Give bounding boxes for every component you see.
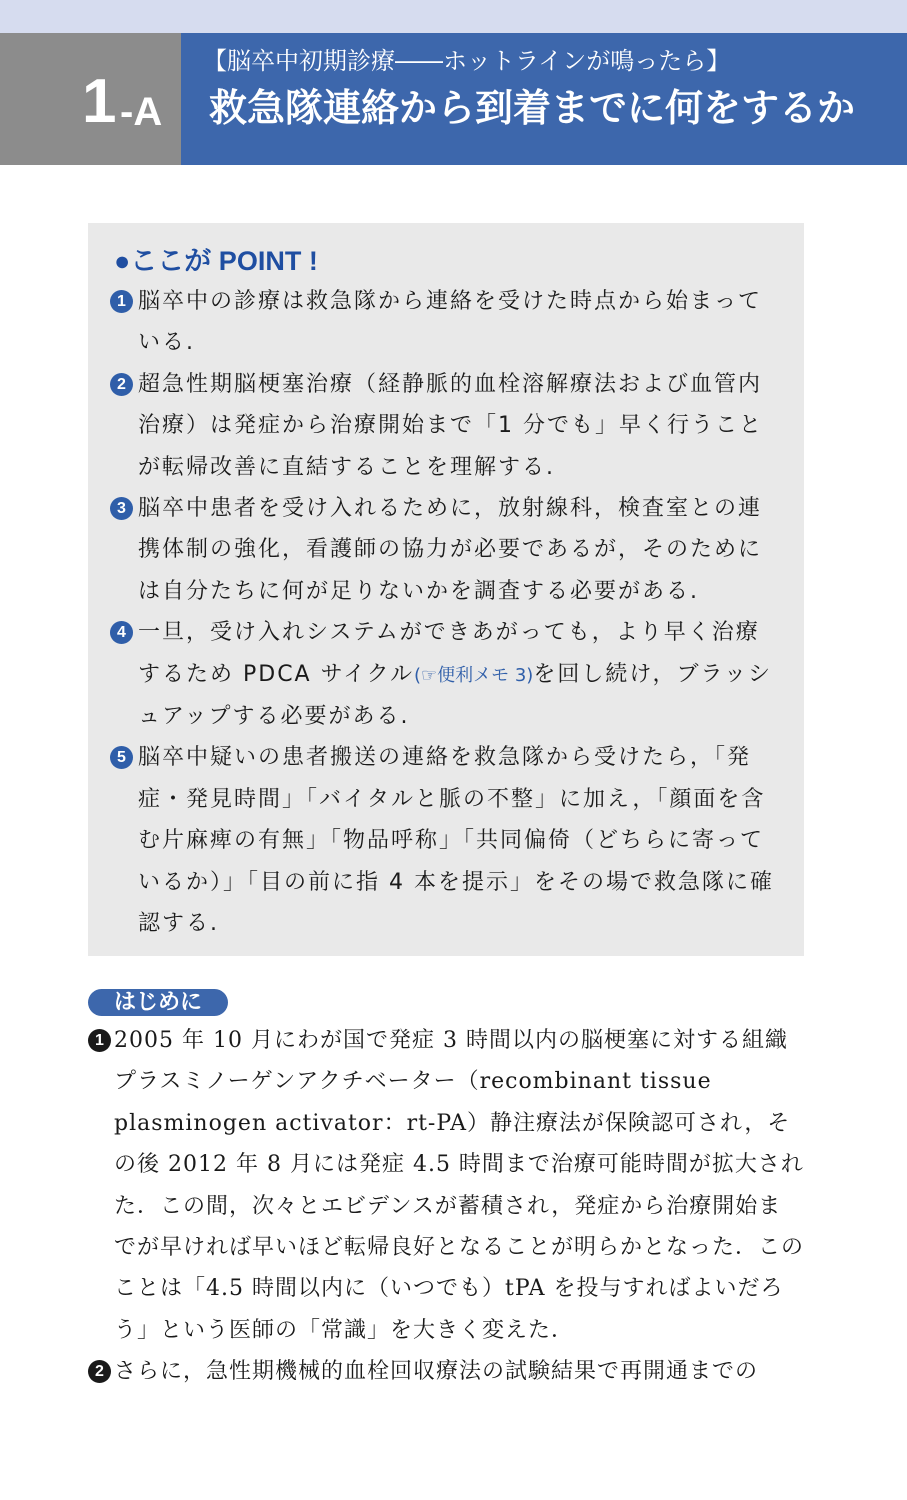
point-item bbox=[110, 612, 780, 737]
paragraph-number-badge: 2 bbox=[88, 1360, 111, 1383]
chapter-header bbox=[0, 33, 907, 165]
point-box bbox=[88, 223, 804, 956]
paragraph-item bbox=[88, 1351, 804, 1392]
chapter-number-block bbox=[0, 33, 181, 165]
intro-section-badge: はじめに bbox=[88, 989, 228, 1016]
paragraph-number-badge: 1 bbox=[88, 1029, 111, 1052]
point-list bbox=[110, 281, 780, 945]
paragraph-text: 2005 年 10 月にわが国で発症 3 時間以内の脳梗塞に対する組織プラスミノーゲンアクチベーター（recombinant tissue plasminogen activator：rt-PA）静注療法が保険認可され，その後 2012 年 8 月には発症 4.5 時間まで治療可能時間が拡大された．この間，次々とエビデンスが蓄積され，発症から治療開始までが早ければ早いほど転帰良好となることが明らかとなった．このことは「4.5 時間以内に（いつでも）tPA を投与すればよいだろう」という医師の「常識」を大きく変えた． bbox=[114, 1028, 805, 1343]
point-heading: ●ここが POINT ! bbox=[114, 246, 318, 276]
chapter-title-block bbox=[181, 33, 907, 165]
memo-reference-link[interactable]: (☞便利メモ 3) bbox=[413, 664, 534, 686]
point-item bbox=[110, 281, 780, 364]
point-item bbox=[110, 364, 780, 488]
point-text: 超急性期脳梗塞治療（経静脈的血栓溶解療法および血管内治療）は発症から治療開始まで「1 分でも」早く行うことが転帰改善に直結することを理解する. bbox=[138, 371, 763, 480]
point-text: 脳卒中疑いの患者搬送の連絡を救急隊から受けたら，「発症・発見時間」「バイタルと脈の不整」に加え，「顔面を含む片麻痺の有無」「物品呼称」「共同偏倚（どちらに寄っているか）」「目の前に指 4 本を提示」をその場で救急隊に確認する. bbox=[138, 745, 774, 937]
point-text: 脳卒中の診療は救急隊から連絡を受けた時点から始まっている. bbox=[138, 289, 763, 356]
point-item bbox=[110, 737, 780, 944]
chapter-subtitle: 【脳卒中初期診療――ホットラインが鳴ったら】 bbox=[203, 47, 731, 75]
point-number-badge: 5 bbox=[110, 746, 133, 769]
chapter-number: 1 bbox=[82, 67, 117, 136]
intro-body bbox=[88, 1020, 804, 1393]
point-item bbox=[110, 488, 780, 612]
paragraph-item bbox=[88, 1020, 804, 1351]
point-text: 一旦，受け入れシステムができあがっても，より早く治療するため PDCA サイクル bbox=[138, 620, 760, 687]
point-number-badge: 1 bbox=[110, 290, 133, 313]
point-number-badge: 2 bbox=[110, 373, 133, 396]
point-number-badge: 4 bbox=[110, 621, 133, 644]
paragraph-text: さらに，急性期機械的血栓回収療法の試験結果で再開通までの bbox=[114, 1359, 759, 1385]
point-text: 脳卒中患者を受け入れるために，放射線科，検査室との連携体制の強化，看護師の協力が必要であるが，そのためには自分たちに何が足りないかを調査する必要がある. bbox=[138, 496, 763, 604]
chapter-title: 救急隊連絡から到着までに何をするか bbox=[209, 86, 856, 130]
chapter-letter: -A bbox=[120, 90, 163, 134]
point-text: を回し続け，ブラッシュアップする必要がある. bbox=[138, 661, 773, 730]
point-number-badge: 3 bbox=[110, 497, 133, 520]
top-color-strip bbox=[0, 0, 907, 33]
